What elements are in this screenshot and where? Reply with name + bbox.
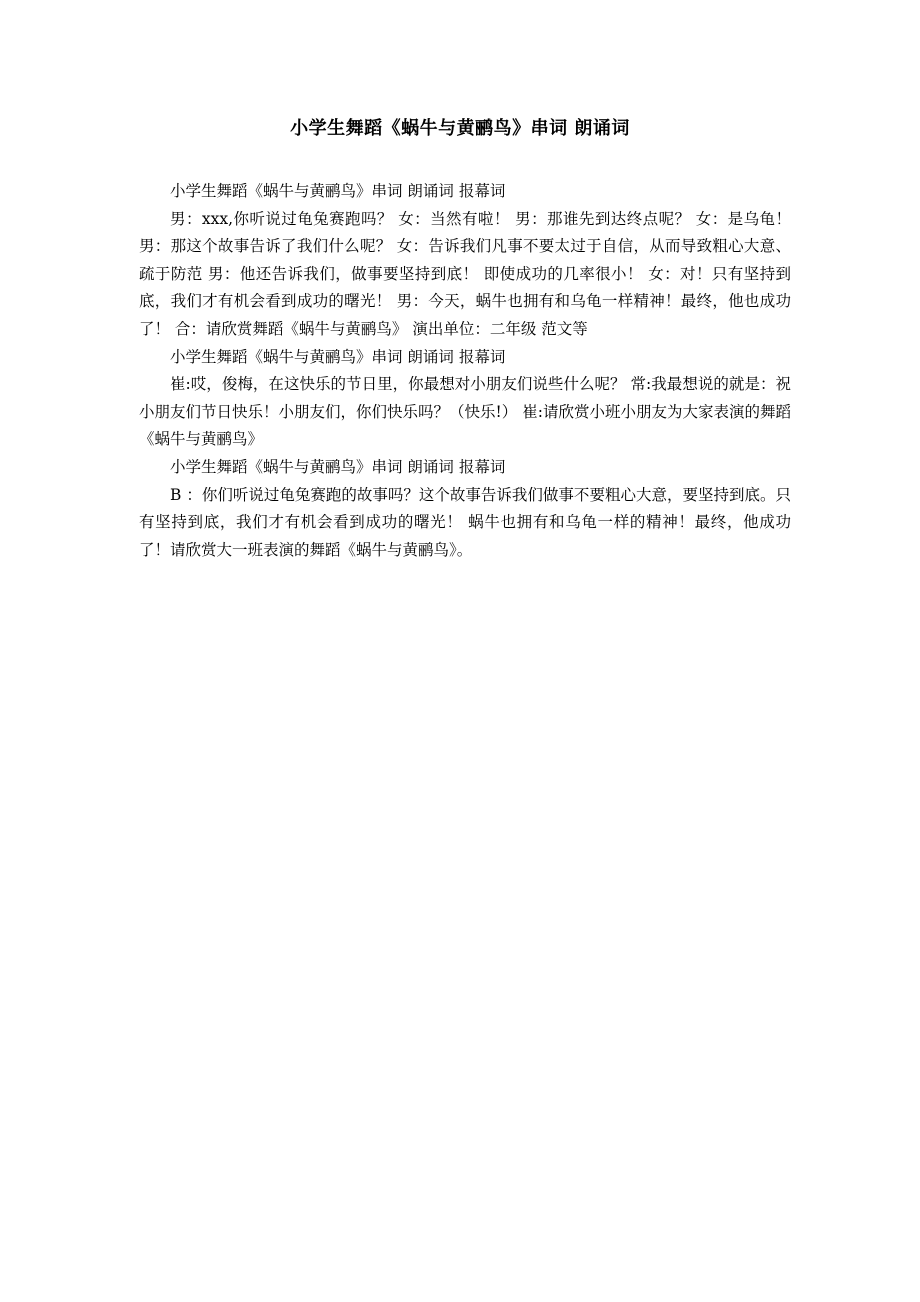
paragraph-dialogue-1: 男：xxx,你听说过龟兔赛跑吗？ 女：当然有啦！ 男：那谁先到达终点呢？ 女：是乌龟！ 男：那这个故事告诉了我们什么呢？ 女：告诉我们凡事不要太过于自信，从而导致粗心大意、疏于防范 男：他还告诉我们，做事要坚持到底！ 即使成功的几率很小！ 女：对！只有坚持到底，我们才有机会看到成功的曙光！ 男：今天，蜗牛也拥有和乌龟一样精神！最终，他也成功了！ 合：请欣赏舞蹈《蜗牛与黄鹂鸟》 演出单位：二年级 范文等 xyxy=(139,209,791,338)
document-title: 小学生舞蹈《蜗牛与黄鹂鸟》串词 朗诵词 xyxy=(290,118,630,139)
paragraph-dialogue-2: 崔:哎，俊梅，在这快乐的节日里，你最想对小朋友们说些什么呢？ 常:我最想说的就是：祝小朋友们节日快乐！小朋友们，你们快乐吗？（快乐!） 崔:请欣赏小班小朋友为大家表演的舞蹈《蜗牛与黄鹂鸟》 xyxy=(139,375,791,449)
paragraph-heading-3: 小学生舞蹈《蜗牛与黄鹂鸟》串词 朗诵词 报幕词 xyxy=(170,457,506,476)
paragraph-heading-1: 小学生舞蹈《蜗牛与黄鹂鸟》串词 朗诵词 报幕词 xyxy=(170,182,506,200)
document-body xyxy=(139,178,791,564)
paragraph-dialogue-3: B ：你们听说过龟兔赛跑的故事吗？这个故事告诉我们做事不要粗心大意，要坚持到底。只有坚持到底，我们才有机会看到成功的曙光！ 蜗牛也拥有和乌龟一样的精神！最终，他成功了！请欣赏大一班表演的舞蹈《蜗牛与黄鹂鸟》。 xyxy=(139,485,791,559)
paragraph-heading-2: 小学生舞蹈《蜗牛与黄鹂鸟》串词 朗诵词 报幕词 xyxy=(170,347,506,366)
